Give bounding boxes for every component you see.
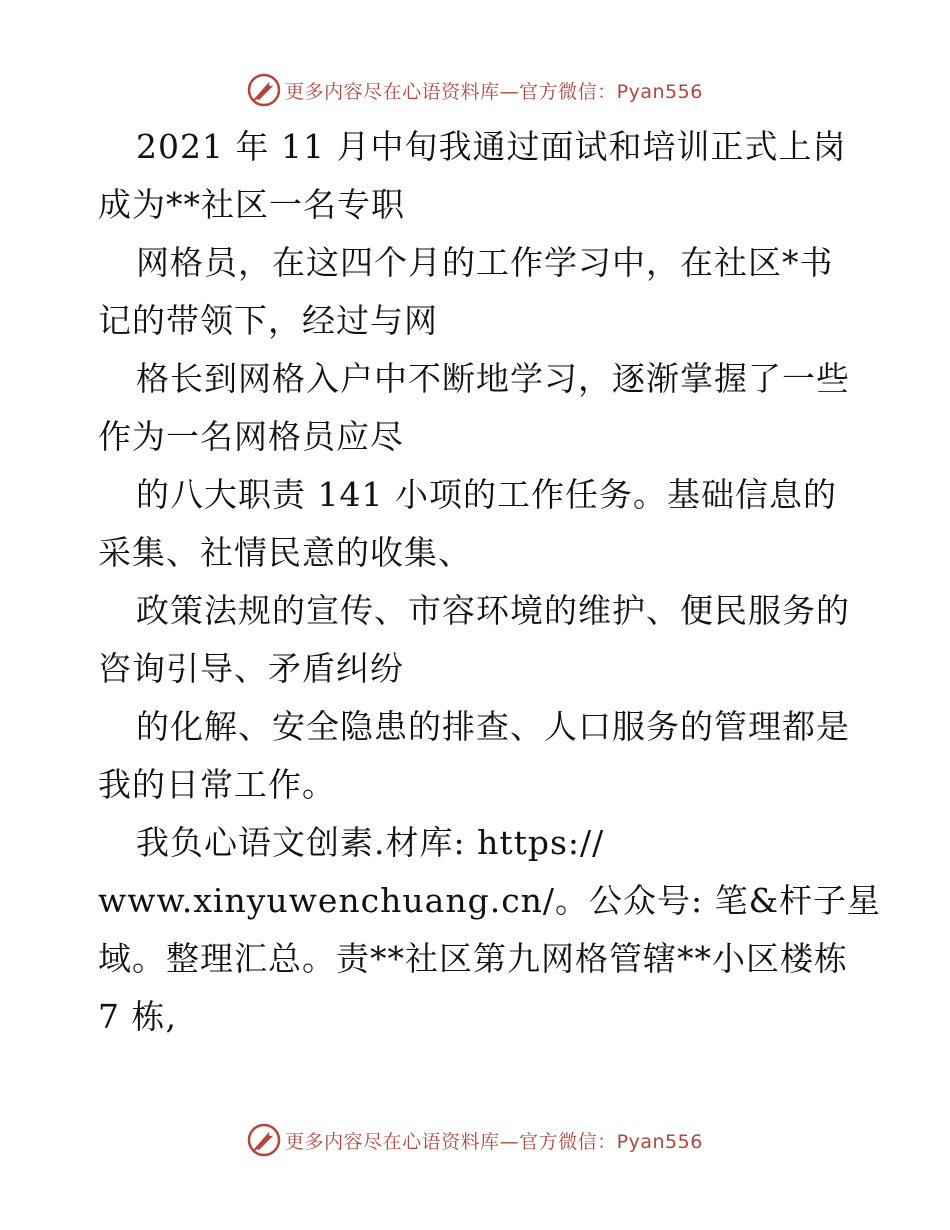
body-line: 域。整理汇总。责**社区第九网格管辖**小区楼栋 (98, 939, 848, 978)
body-line: www.xinyuwenchuang.cn/。公众号: 笔&杆子星 (98, 881, 882, 920)
body-line: 网格员，在这四个月的工作学习中，在社区*书 (136, 243, 834, 282)
body-line: 7 栋, (98, 997, 177, 1036)
body-line: 咨询引导、矛盾纠纷 (98, 649, 404, 688)
body-line: 我负心语文创素.材库: https:// (136, 823, 605, 862)
watermark-text: 更多内容尽在心语资料库—官方微信：Pyan556 (285, 1130, 703, 1153)
pen-nib-seal-icon (247, 73, 281, 107)
body-line: 采集、社情民意的收集、 (98, 533, 472, 572)
watermark-text: 更多内容尽在心语资料库—官方微信：Pyan556 (285, 80, 703, 103)
pen-nib-seal-icon (247, 1123, 281, 1157)
body-line: 成为**社区一名专职 (98, 185, 405, 224)
footer-watermark (0, 1122, 950, 1158)
header-watermark (0, 72, 950, 108)
body-line: 2021 年 11 月中旬我通过面试和培训正式上岗 (136, 127, 847, 166)
body-line: 政策法规的宣传、市容环境的维护、便民服务的 (136, 591, 850, 630)
body-line: 记的带领下，经过与网 (98, 301, 438, 340)
document-body (98, 118, 882, 1046)
body-line: 我的日常工作。 (98, 765, 336, 804)
body-line: 的八大职责 141 小项的工作任务。基础信息的 (136, 475, 837, 514)
body-line: 格长到网格入户中不断地学习，逐渐掌握了一些 (136, 359, 850, 398)
body-line: 作为一名网格员应尽 (98, 417, 404, 456)
body-line: 的化解、安全隐患的排查、人口服务的管理都是 (136, 707, 850, 746)
